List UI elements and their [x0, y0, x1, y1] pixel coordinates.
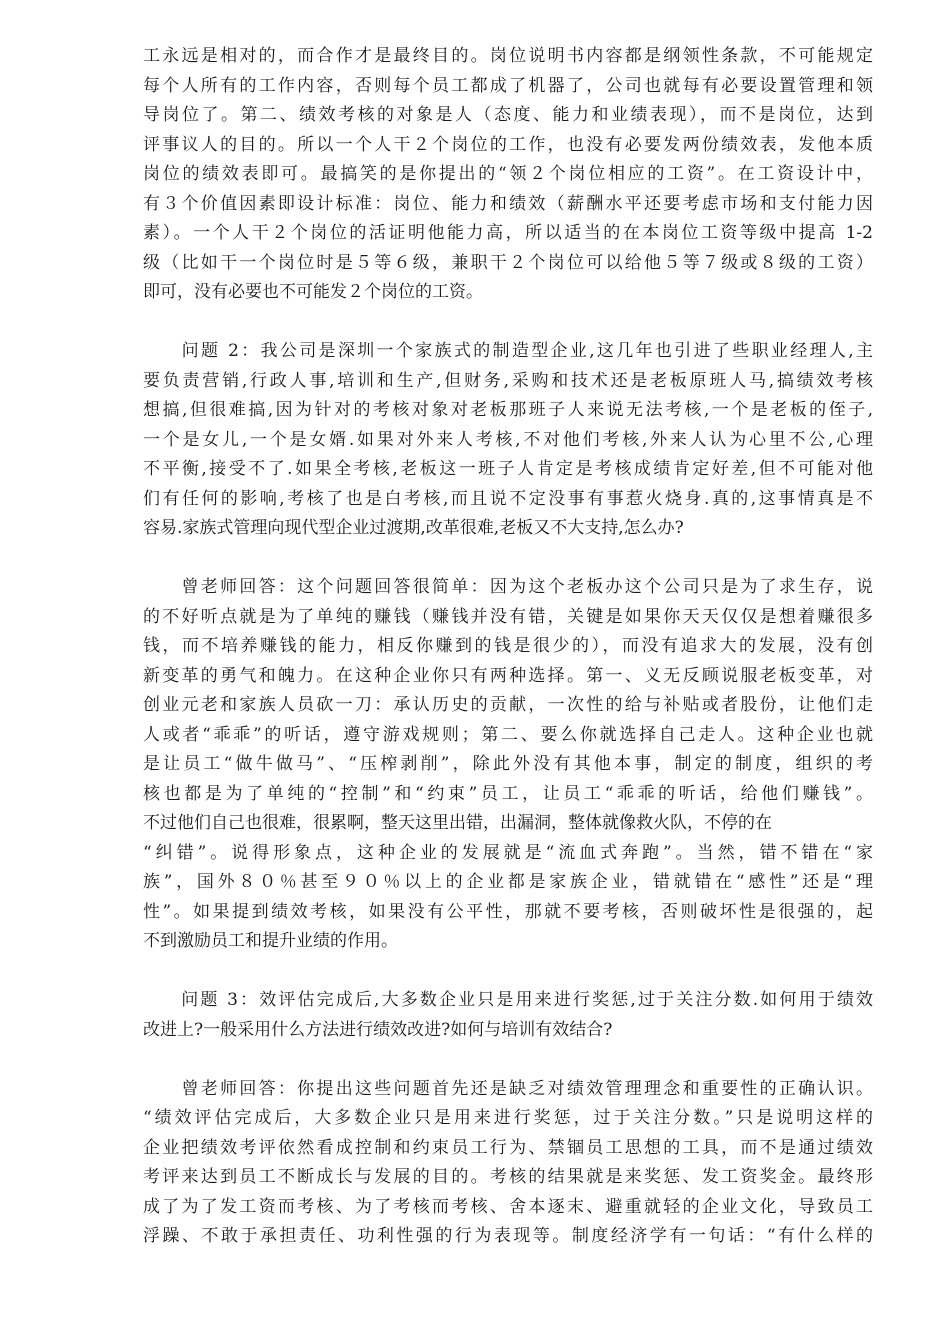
text-line: 岗位的绩效表即可。最搞笑的是你提出的“领２个岗位相应的工资”。在工资设计中，: [143, 164, 873, 184]
text-line: 导岗位了。第二、绩效考核的对象是人（态度、能力和业绩表现），而不是岗位，达到: [143, 105, 873, 125]
text-line: 企业把绩效考评依然看成控制和约束员工行为、禁锢员工思想的工具，而不是通过绩效: [143, 1137, 873, 1158]
text-line: 曾老师回答：你提出这些问题首先还是缺乏对绩效管理理念和重要性的正确认识。: [143, 1078, 873, 1099]
text-line: 工永远是相对的，而合作才是最终目的。岗位说明书内容都是纲领性条款，不可能规定: [143, 46, 873, 66]
text-line: 核也都是为了单纯的“控制”和“约束”员工，让员工“乖乖的听话，给他们赚钱”。: [143, 783, 873, 804]
text-line: 的不好听点就是为了单纯的赚钱（赚钱并没有错，关键是如果你天天仅仅是想着赚很多: [143, 606, 873, 627]
paragraph: [143, 42, 873, 308]
text-line: 不过他们自己也很难，很累啊，整天这里出错，出漏洞，整体就像救火队，不停的在: [143, 813, 772, 833]
text-line: 创业元老和家族人员砍一刀：承认历史的贡献，一次性的给与补贴或者股份，让他们走: [143, 695, 873, 715]
text-line: 要负责营销,行政人事,培训和生产,但财务,采购和技术还是老板原班人马,搞绩效考核: [143, 370, 873, 391]
text-line: 改进上?一般采用什么方法进行绩效改进?如何与培训有效结合?: [143, 1019, 613, 1040]
text-line: 考评来达到员工不断成长与发展的目的。考核的结果就是来奖惩、发工资奖金。最终形: [143, 1167, 873, 1187]
text-line: 素）。一个人干２个岗位的活证明他能力高，所以适当的在本岗位工资等级中提高 1-2: [143, 223, 873, 243]
text-line: 性”。如果提到绩效考核，如果没有公平性，那就不要考核，否则破坏性是很强的，起: [143, 901, 873, 922]
text-line: 评事议人的目的。所以一个人干２个岗位的工作，也没有必要发两份绩效表，发他本质: [143, 134, 873, 155]
text-line: 钱，而不培养赚钱的能力，相反你赚到的钱是很少的），而没有追求大的发展，没有创: [143, 636, 873, 656]
paragraph: [143, 986, 873, 1045]
text-line: 想搞,但很难搞,因为针对的考核对象对老板那班子人来说无法考核,一个是老板的侄子,: [143, 400, 873, 420]
text-line: 问题 2：我公司是深圳一个家族式的制造型企业,这几年也引进了些职业经理人,主: [143, 341, 873, 361]
text-line: 曾老师回答：这个问题回答很简单：因为这个老板办这个公司只是为了求生存，说: [143, 577, 873, 597]
text-line: 不到激励员工和提升业绩的作用。: [143, 931, 398, 951]
text-line: 新变革的勇气和魄力。在这种企业你只有两种选择。第一、义无反顾说服老板变革，对: [143, 665, 873, 686]
text-line: “纠错”。说得形象点，这种企业的发展就是“流血式奔跑”。当然，错不错在“家: [143, 842, 873, 863]
text-line: 人或者“乖乖”的听话，遵守游戏规则；第二、要么你就选择自己走人。这种企业也就: [143, 724, 873, 745]
paragraph: [143, 337, 873, 544]
paragraph: [143, 1075, 873, 1252]
text-line: 成了为了发工资而考核、为了考核而考核、舍本逐末、避重就轻的企业文化，导致员工: [143, 1196, 873, 1217]
text-line: 浮躁、不敢于承担责任、功利性强的行为表现等。制度经济学有一句话：“有什么样的: [143, 1226, 873, 1246]
text-line: 问题 3：效评估完成后,大多数企业只是用来进行奖惩,过于关注分数.如何用于绩效: [143, 990, 873, 1010]
text-line: 一个是女儿,一个是女婿.如果对外来人考核,不对他们考核,外来人认为心里不公,心理: [143, 429, 873, 450]
text-line: 有３个价值因素即设计标准：岗位、能力和绩效（薪酬水平还要考虑市场和支付能力因: [143, 193, 873, 214]
text-line: 即可，没有必要也不可能发２个岗位的工资。: [143, 282, 483, 302]
text-line: 不平衡,接受不了.如果全考核,老板这一班子人肯定是考核成绩肯定好差,但不可能对他: [143, 459, 873, 479]
paragraph: [143, 573, 873, 957]
text-line: 每个人所有的工作内容，否则每个员工都成了机器了，公司也就每有必要设置管理和领: [143, 75, 873, 96]
text-line: 级（比如干一个岗位时是５等６级，兼职干２个岗位可以给他５等７级或８级的工资）: [143, 252, 873, 273]
text-line: 们有任何的影响,考核了也是白考核,而且说不定没事有事惹火烧身.真的,这事情真是不: [143, 488, 873, 509]
text-line: “绩效评估完成后，大多数企业只是用来进行奖惩，过于关注分数。”只是说明这样的: [143, 1108, 873, 1128]
document-body: [143, 42, 873, 1281]
text-line: 族”，国外８０％甚至９０％以上的企业都是家族企业，错就错在“感性”还是“理: [143, 872, 873, 892]
text-line: 是让员工“做牛做马”、“压榨剥削”，除此外没有其他本事，制定的制度，组织的考: [143, 754, 873, 774]
text-line: 容易.家族式管理向现代型企业过渡期,改革很难,老板又不大支持,怎么办?: [143, 518, 684, 538]
